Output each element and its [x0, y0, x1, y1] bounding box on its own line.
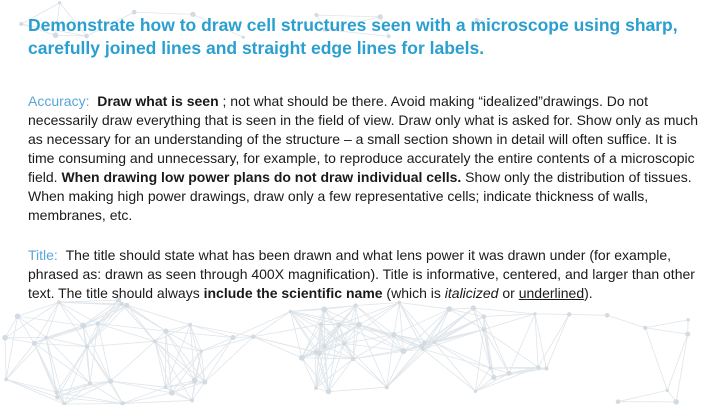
title-text-1: The title should state what has been drawn and what lens power it was drawn under (for example, phrased as: drawn as seen through 400X magnification). Title is informative, centered, and larger than other text. The title should always: [28, 247, 695, 301]
network-node: [169, 390, 175, 396]
network-node: [481, 314, 486, 319]
network-node: [336, 322, 341, 327]
network-node: [188, 323, 192, 327]
network-node: [55, 395, 59, 399]
network-node: [491, 375, 496, 380]
network-node: [192, 378, 198, 384]
network-link: [201, 351, 205, 382]
accuracy-text-1: ; not what should be there. Avoid making “idealized”drawings. Do not necessarily draw everything that is seen in the field of view. Draw only what is asked for. Show only as much as necessary for an understanding of the structure – a small section shown in detail will often suffice. It is time consuming and unnecessary, for example, to reproduce accurately the entire contents of a microscopic field.: [28, 93, 698, 185]
network-node: [401, 348, 407, 354]
network-link: [6, 337, 46, 379]
network-link: [253, 324, 321, 336]
network-link: [18, 316, 84, 325]
network-node: [314, 386, 318, 390]
network-node: [4, 377, 8, 381]
network-node: [666, 389, 669, 392]
network-link: [98, 324, 155, 342]
network-link: [5, 338, 34, 344]
network-node: [2, 335, 8, 341]
accuracy-label: Accuracy:: [28, 93, 90, 109]
network-node: [251, 334, 256, 339]
title-underlined-word: underlined: [518, 285, 585, 301]
network-link: [509, 314, 535, 373]
network-link: [423, 349, 475, 391]
network-link: [344, 344, 387, 388]
accuracy-paragraph: [28, 92, 700, 225]
network-node: [488, 366, 492, 370]
network-link: [353, 359, 387, 387]
network-node: [544, 366, 548, 370]
network-node: [342, 341, 346, 345]
network-node: [200, 350, 203, 353]
network-link: [190, 325, 253, 337]
network-link: [490, 367, 538, 368]
network-node: [190, 398, 194, 402]
network-link: [46, 324, 98, 338]
network-node: [108, 378, 113, 383]
network-node: [58, 1, 61, 4]
network-node: [356, 322, 362, 328]
network-link: [645, 328, 667, 391]
network-node: [533, 312, 536, 315]
network-node: [230, 335, 235, 340]
network-link: [618, 390, 667, 401]
network-node: [15, 313, 21, 319]
network-node: [120, 401, 125, 405]
network-link: [676, 334, 688, 402]
network-link: [434, 342, 475, 391]
network-node: [471, 305, 476, 310]
network-link: [46, 337, 57, 397]
network-node: [507, 371, 512, 376]
network-node: [96, 321, 101, 326]
network-link: [538, 314, 569, 367]
network-node: [686, 318, 689, 321]
network-node: [685, 332, 690, 337]
network-link: [569, 314, 607, 315]
network-node: [88, 381, 92, 385]
network-link: [359, 303, 399, 325]
network-node: [299, 355, 305, 361]
network-node: [32, 341, 37, 346]
network-link: [449, 308, 473, 309]
network-link: [155, 341, 205, 382]
network-node: [124, 303, 129, 308]
network-node: [385, 385, 389, 389]
network-link: [6, 343, 34, 379]
network-link: [473, 308, 535, 314]
network-node: [326, 389, 332, 395]
network-link: [475, 377, 493, 391]
network-node: [289, 310, 292, 313]
network-node: [314, 350, 318, 354]
network-link: [434, 309, 449, 342]
network-node: [354, 303, 358, 307]
network-link: [329, 387, 387, 391]
network-link: [645, 328, 687, 334]
network-link: [64, 403, 122, 404]
network-node: [164, 385, 168, 389]
network-node: [163, 328, 168, 333]
network-link: [87, 300, 119, 347]
network-link: [645, 320, 688, 328]
network-node: [19, 22, 23, 26]
network-link: [394, 303, 399, 335]
title-emphasis-scientific-name: include the scientific name: [203, 285, 383, 301]
network-node: [643, 326, 647, 330]
network-link: [253, 337, 315, 352]
network-link: [475, 367, 538, 391]
network-link: [6, 379, 57, 397]
network-node: [605, 313, 610, 318]
network-link: [290, 311, 301, 357]
network-node: [319, 322, 323, 326]
network-link: [356, 305, 404, 351]
title-paragraph: [28, 246, 700, 303]
network-node: [321, 306, 327, 312]
network-node: [202, 379, 207, 384]
network-node: [391, 332, 396, 337]
network-node: [616, 399, 621, 404]
network-link: [5, 302, 59, 338]
network-link: [87, 347, 90, 384]
network-link: [83, 304, 121, 326]
network-link: [399, 303, 449, 310]
network-node: [673, 399, 679, 405]
network-node: [481, 327, 486, 332]
network-link: [233, 311, 290, 337]
network-link: [59, 302, 98, 323]
network-link: [111, 341, 155, 381]
network-node: [322, 344, 327, 349]
network-node: [432, 341, 435, 344]
title-text-2: (which is: [382, 285, 445, 301]
accuracy-emphasis-seen: Draw what is seen: [97, 93, 219, 109]
network-node: [85, 344, 89, 348]
network-node: [44, 336, 47, 339]
title-text-3: or: [498, 285, 519, 301]
network-link: [87, 341, 155, 346]
network-node: [474, 390, 477, 393]
network-link: [5, 338, 6, 380]
network-link: [546, 314, 569, 368]
title-label: Title:: [28, 247, 58, 263]
network-link: [18, 302, 59, 316]
network-link: [607, 315, 645, 327]
network-node: [421, 347, 425, 351]
network-node: [446, 306, 452, 312]
network-node: [351, 357, 355, 361]
title-italicized-word: italicized: [444, 285, 499, 301]
network-node: [80, 323, 86, 329]
network-node: [567, 312, 571, 316]
network-link: [475, 368, 490, 391]
title-text-4: ).: [584, 285, 593, 301]
network-link: [387, 349, 423, 387]
network-node: [153, 339, 157, 343]
accuracy-text-2: Show only the distribution of tissues. When making high power drawings, draw only a few representative cells; indicate thickness of walls, membranes, etc.: [28, 169, 692, 223]
network-link: [535, 314, 569, 315]
network-link: [127, 305, 155, 341]
network-link: [475, 329, 483, 391]
accuracy-emphasis-low-power: When drawing low power plans do not draw individual cells.: [61, 169, 462, 185]
network-link: [484, 329, 538, 367]
network-node: [536, 365, 540, 369]
network-link: [667, 334, 687, 390]
slide-heading: Demonstrate how to draw cell structures seen with a microscope using sharp, carefully joined lines and straight edge lines for labels.: [28, 15, 678, 58]
network-link: [127, 305, 190, 325]
network-node: [54, 390, 58, 394]
